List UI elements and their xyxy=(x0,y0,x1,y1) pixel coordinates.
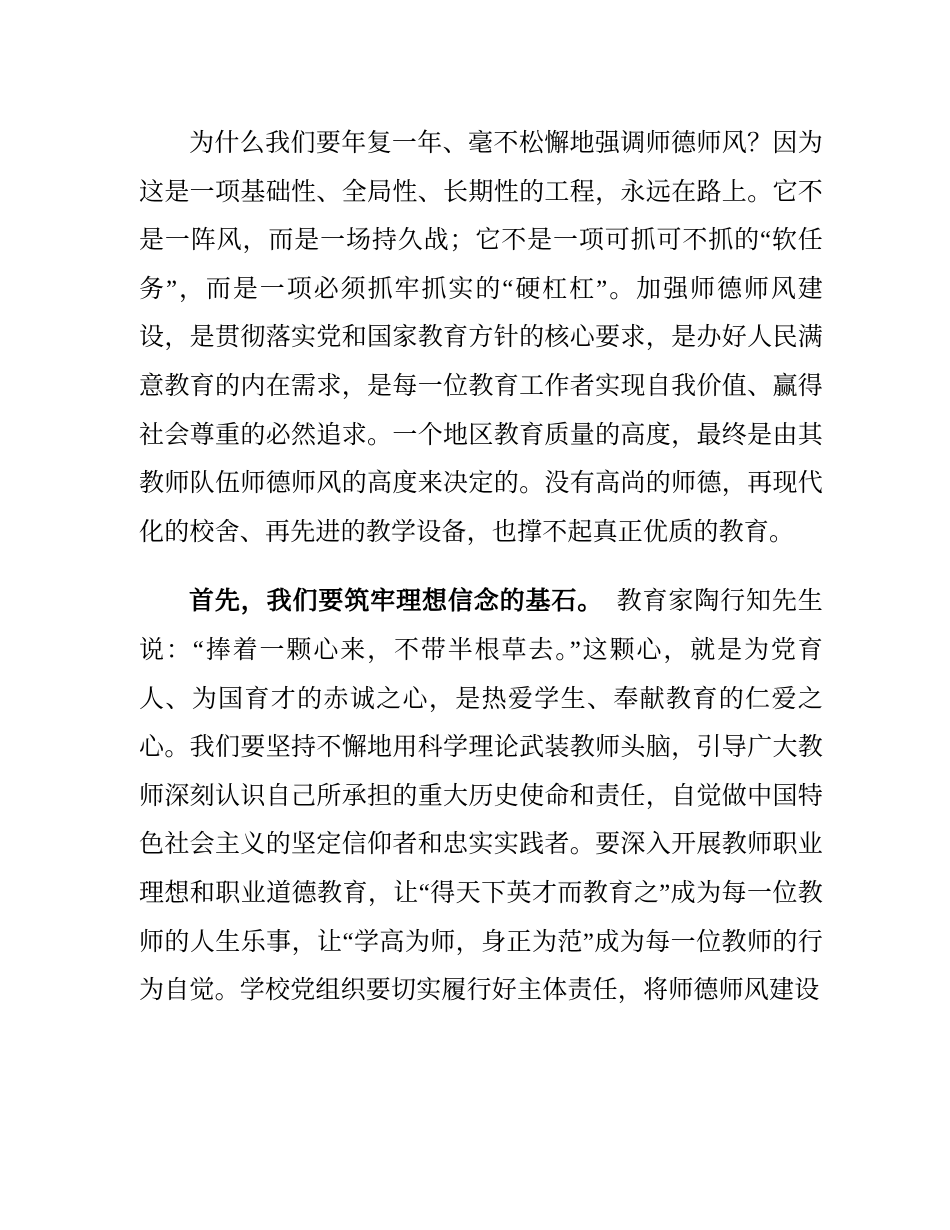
text-run: 为什么我们要年复一年、毫不松懈地强调师德师风？因为这是一项基础性、全局性、长期性的工程，永远在路上。它不是一阵风，而是一场持久战；它不是一项可抓可不抓的“软任务”，而是一项必须抓牢抓实的“硬杠杠”。加强师德师风建设，是贯彻落实党和国家教育方针的核心要求，是办好人民满意教育的内在需求，是每一位教育工作者实现自我价值、赢得社会尊重的必然追求。一个地区教育质量的高度，最终是由其教师队伍师德师风的高度来决定的。没有高尚的师德，再现代化的校舍、再先进的教学设备，也撑不起真正优质的教育。 xyxy=(139,130,823,546)
paragraph-why-emphasize-shide-shifeng xyxy=(139,120,823,557)
bold-heading-run: 首先，我们要筑牢理想信念的基石。 xyxy=(189,587,591,616)
paragraph-first-ideal-belief-foundation xyxy=(139,577,823,1015)
document-body xyxy=(139,120,823,1016)
text-run: 教育家陶行知先生说：“捧着一颗心来，不带半根草去。”这颗心，就是为党育人、为国育才的赤诚之心，是热爱学生、奉献教育的仁爱之心。我们要坚持不懈地用科学理论武装教师头脑，引导广大教师深刻认识自己所承担的重大历史使命和责任，自觉做中国特色社会主义的坚定信仰者和忠实实践者。要深入开展教师职业理想和职业道德教育，让“得天下英才而教育之”成为每一位教师的人生乐事，让“学高为师，身正为范”成为每一位教师的行为自觉。学校党组织要切实履行好主体责任，将师德师风建设 xyxy=(139,588,823,1005)
